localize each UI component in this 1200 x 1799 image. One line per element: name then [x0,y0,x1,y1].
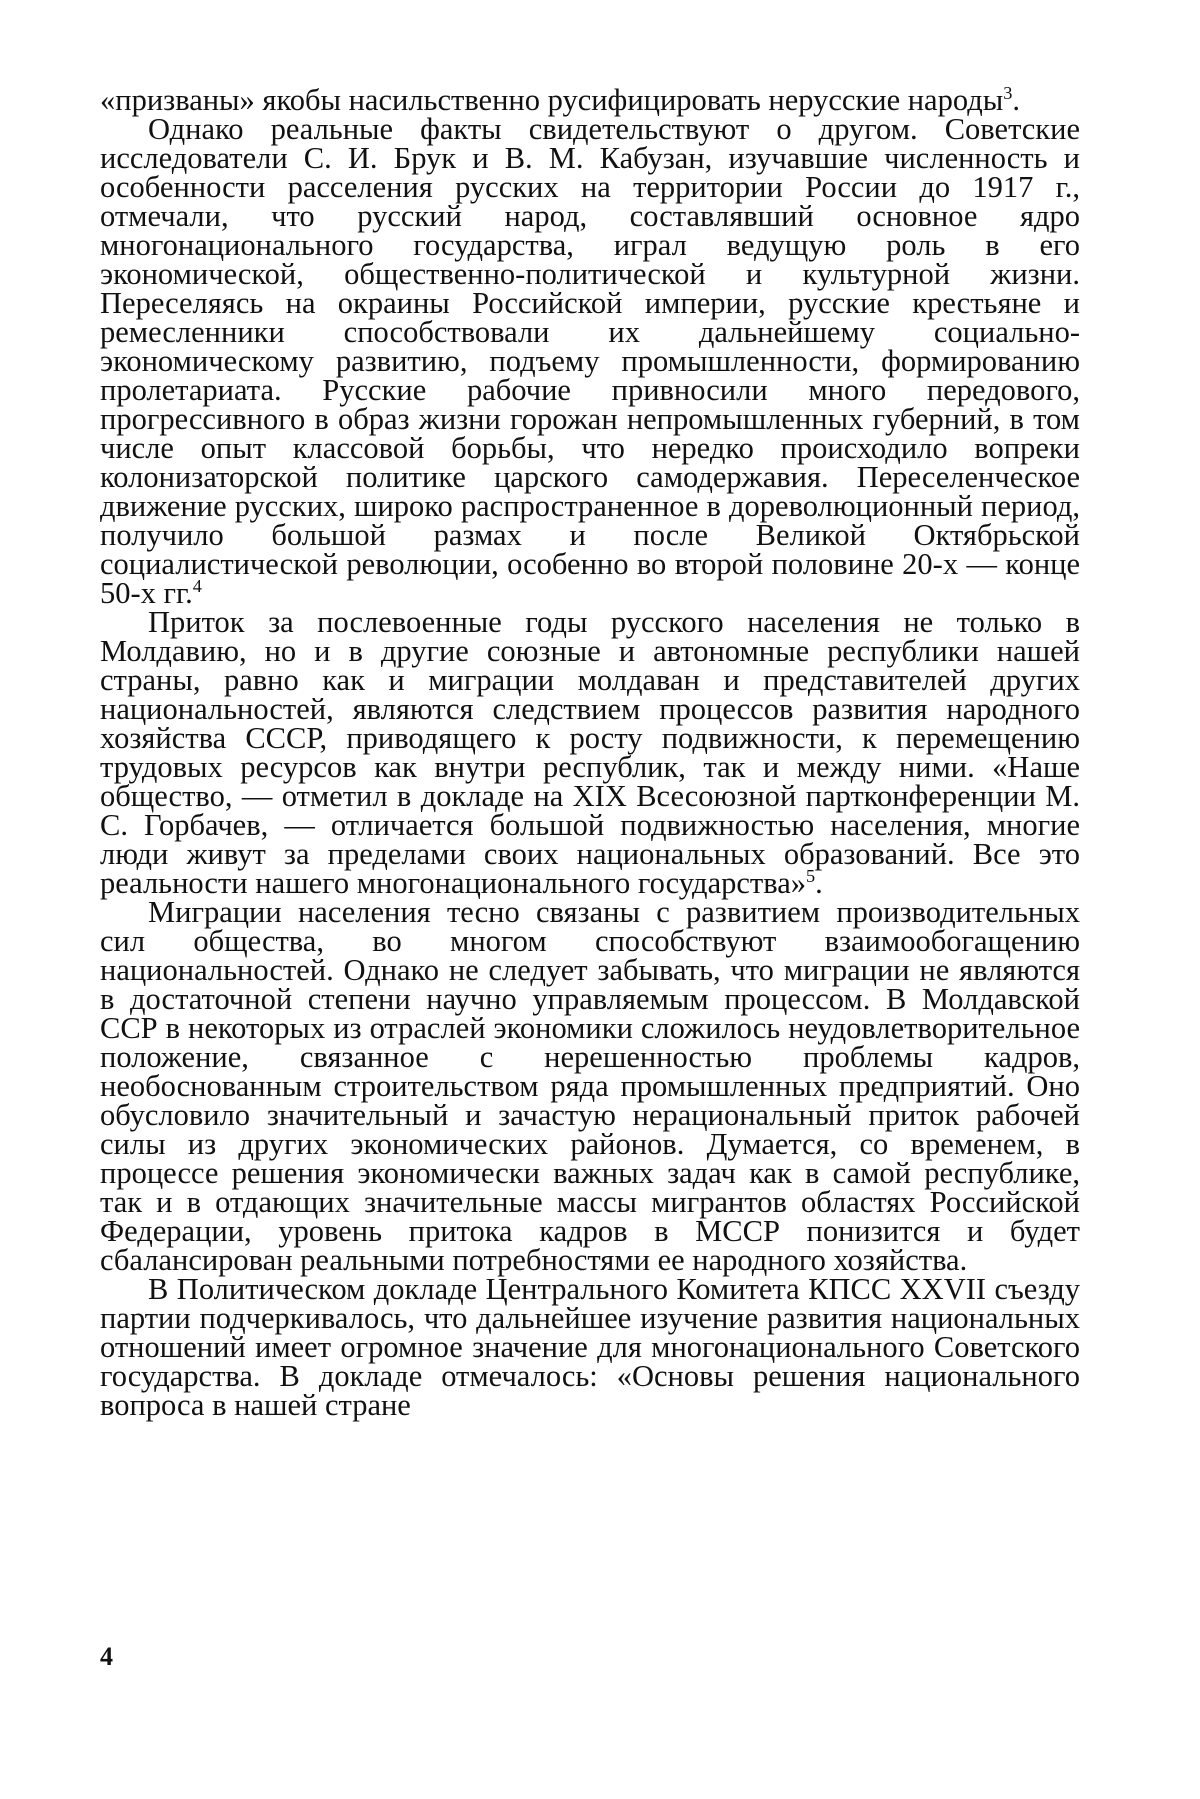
paragraph-1-text: «призваны» якобы насильственно русифицировать нерусские народы [100,83,1004,117]
paragraph-3 [100,605,1080,900]
footnote-ref-3: 3 [1003,82,1013,103]
paragraph-5 [100,1272,1080,1422]
footnote-ref-5: 5 [806,865,816,886]
page-number: 4 [100,1642,113,1671]
footnote-ref-4: 4 [192,575,202,596]
paragraph-4 [100,895,1080,1277]
paragraph-1 [100,82,1080,117]
paragraph-4-text: Миграции населения тесно связаны с развитием производительных сил общества, во многом способствуют взаимообогащению национальностей. Однако не следует забывать, что миграции не являются в достаточной степени научно управляемым процессом. В Молдавской ССР в некоторых из отраслей экономики сложилось неудовлетворительное положение, связанное с нерешенностью проблемы кадров, необоснованным строительством ряда промышленных предприятий. Оно обусловило значительный и зачастую нерациональный приток рабочей силы из других экономических районов. Думается, со временем, в процессе решения экономически важных задач как в самой республике, так и в отдающих значительные массы мигрантов областях Российской Федерации, уровень притока кадров в МССР понизится и будет сбалансирован реальными потребностями ее народного хозяйства. [100,895,1080,1277]
paragraph-2 [100,112,1080,610]
paragraph-3-tail: . [815,866,823,900]
paragraph-2-text: Однако реальные факты свидетельствуют о другом. Советские исследователи С. И. Брук и В. М. Кабузан, изучавшие численность и особенности расселения русских на территории России до 1917 г., отмечали, что русский народ, составлявший основное ядро многонационального государства, играл ведущую роль в его экономической, общественно-политической и культурной жизни. Переселяясь на окраины Российской империи, русские крестьяне и ремесленники способствовали их дальнейшему социально-экономическому развитию, подъему промышленности, формированию пролетариата. Русские рабочие привносили много передового, прогрессивного в образ жизни горожан непромышленных губерний, в том числе опыт классовой борьбы, что нередко происходило вопреки колонизаторской политике царского самодержавия. Переселенческое движение русских, широко распространенное в дореволюционный период, получило большой размах и после Великой Октябрьской социалистической революции, особенно во второй половине 20-х — конце 50-х гг. [100,112,1080,610]
paragraph-3-text: Приток за послевоенные годы русского населения не только в Молдавию, но и в другие союзные и автономные республики нашей страны, равно как и миграции молдаван и представителей других национальностей, являются следствием процессов развития народного хозяйства СССР, приводящего к росту подвижности, к перемещению трудовых ресурсов как внутри республик, так и между ними. «Наше общество, — отметил в докладе на XIX Всесоюзной партконференции М. С. Горбачев, — отличается большой подвижностью населения, многие люди живут за пределами своих национальных образований. Все это реальности нашего многонационального государства» [100,605,1080,900]
paragraph-1-tail: . [1012,83,1020,117]
body-text [100,82,1080,1422]
paragraph-5-text: В Политическом докладе Центрального Комитета КПСС XXVII съезду партии подчеркивалось, что дальнейшее изучение развития национальных отношений имеет огромное значение для многонационального Советского государства. В докладе отмечалось: «Основы решения национального вопроса в нашей стране [100,1272,1080,1422]
